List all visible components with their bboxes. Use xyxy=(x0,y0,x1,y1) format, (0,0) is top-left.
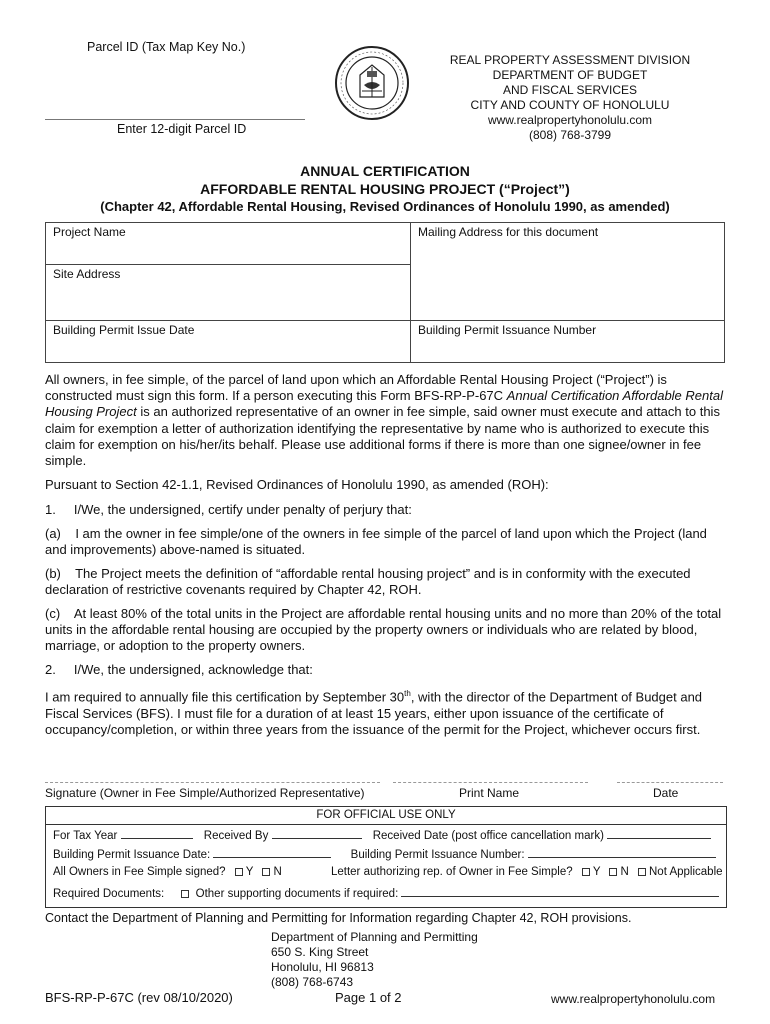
official-permit-date-label: Building Permit Issuance Date: xyxy=(53,849,211,861)
pursuant-statement: Pursuant to Section 42-1.1, Revised Ordinances of Honolulu 1990, as amended (ROH): xyxy=(45,477,549,492)
dpp-street: 650 S. King Street xyxy=(271,945,369,959)
letter-authorizing-label: Letter authorizing rep. of Owner in Fee Simple? xyxy=(330,866,573,878)
signature-label: Signature (Owner in Fee Simple/Authorized Representative) xyxy=(45,786,365,800)
yes-label: Y xyxy=(245,866,254,878)
instructions-form-title: Annual Certification Affordable Rental Housing Project xyxy=(45,388,723,420)
project-name-label: Project Name xyxy=(53,225,126,239)
yes-label: Y xyxy=(592,866,601,878)
other-documents-checkbox[interactable] xyxy=(181,890,189,898)
letter-na-checkbox[interactable] xyxy=(638,868,646,876)
footer-website-link[interactable]: www.realpropertyhonolulu.com xyxy=(551,992,716,1006)
tax-year-field[interactable] xyxy=(121,828,193,839)
page-number: Page 1 of 2 xyxy=(335,990,402,1005)
filing-text: I am required to annually file this certification by September 30 xyxy=(45,689,405,705)
form-subtitle: AFFORDABLE RENTAL HOUSING PROJECT (“Project”) xyxy=(200,181,570,197)
permit-number-label: Building Permit Issuance Number xyxy=(418,323,597,337)
acknowledge-statement: 2. I/We, the undersigned, acknowledge that: xyxy=(45,662,313,677)
parcel-id-input-line[interactable] xyxy=(45,119,305,120)
certify-item-a: (a) I am the owner in fee simple/one of the owners in fee simple of the parcel of land upon which the Project (land and improvements) above-named is situated. xyxy=(45,526,711,558)
owners-instructions xyxy=(45,372,725,469)
received-by-field[interactable] xyxy=(272,828,362,839)
all-owners-signed-label: All Owners in Fee Simple signed? xyxy=(53,866,226,878)
official-permit-number-field[interactable] xyxy=(528,847,716,858)
letter-yes-checkbox[interactable] xyxy=(582,868,590,876)
project-info-table xyxy=(45,222,725,363)
official-permit-number-label: Building Permit Issuance Number: xyxy=(350,849,525,861)
received-by-label: Received By xyxy=(203,830,269,842)
tax-year-label: For Tax Year xyxy=(53,830,118,842)
instructions-text: is an authorized representative of an owner in fee simple, said owner must execute and attach to this claim for exemption a letter of authorization identifying the representative by name who is authorized to execute this claim for exemption on his/her/its behalf. Please use additional forms if there is more than one signee/owner in fee simple. xyxy=(45,404,720,469)
other-documents-label: Other supporting documents if required: xyxy=(195,888,399,900)
agency-line: CITY AND COUNTY OF HONOLULU xyxy=(470,98,670,112)
ordinal-suffix: th xyxy=(404,689,411,698)
permit-date-field[interactable] xyxy=(46,321,411,363)
permit-number-field[interactable] xyxy=(411,321,725,363)
mailing-address-field[interactable] xyxy=(411,223,725,321)
agency-line: REAL PROPERTY ASSESSMENT DIVISION xyxy=(449,53,691,67)
date-input-line[interactable] xyxy=(617,782,723,783)
received-date-label: Received Date (post office cancellation mark) xyxy=(372,830,604,842)
project-name-field[interactable] xyxy=(46,223,411,265)
required-documents-label: Required Documents: xyxy=(53,888,165,900)
city-seal-icon xyxy=(334,45,410,121)
agency-phone: (808) 768-3799 xyxy=(528,128,612,142)
certify-item-c: (c) At least 80% of the total units in the Project are affordable rental housing units and no more than 20% of the total units in the affordable rental housing are occupied by the property owners or individuals who are related by blood, marriage, or adoption to the property owners. xyxy=(45,606,725,654)
other-documents-field[interactable] xyxy=(401,886,719,897)
parcel-id-hint: Enter 12-digit Parcel ID xyxy=(117,122,247,136)
dpp-phone: (808) 768-6743 xyxy=(271,975,354,989)
dpp-city: Honolulu, HI 96813 xyxy=(271,960,374,974)
agency-line: DEPARTMENT OF BUDGET xyxy=(492,68,648,82)
no-label: N xyxy=(273,866,282,878)
all-owners-no-checkbox[interactable] xyxy=(262,868,270,876)
dpp-name: Department of Planning and Permitting xyxy=(271,930,478,944)
signature-input-line[interactable] xyxy=(45,782,380,783)
letter-no-checkbox[interactable] xyxy=(609,868,617,876)
all-owners-yes-checkbox[interactable] xyxy=(235,868,243,876)
agency-block xyxy=(420,53,720,143)
permit-date-label: Building Permit Issue Date xyxy=(53,323,195,337)
filing-text: , with the director of the Department of Budget and Fiscal Services (BFS). I must file for a duration of at least 15 years, either upon issuance of the certificate of occupancy/completion, or within three years from the issuance of the permit for the Project, whichever occurs first. xyxy=(45,689,703,737)
instructions-text: All owners, in fee simple, of the parcel of land upon which an Affordable Rental Housing Project (“Project”) is constructed must sign this form. If a person executing this Form BFS-RP-P-67C xyxy=(45,372,667,404)
contact-instruction: Contact the Department of Planning and Permitting for Information regarding Chapter 42, ROH provisions. xyxy=(45,911,632,925)
no-label: N xyxy=(620,866,629,878)
agency-website-link[interactable]: www.realpropertyhonolulu.com xyxy=(487,113,653,127)
form-chapter-reference: (Chapter 42, Affordable Rental Housing, Revised Ordinances of Honolulu 1990, as amended) xyxy=(100,199,670,214)
mailing-address-label: Mailing Address for this document xyxy=(418,225,599,239)
form-title: ANNUAL CERTIFICATION xyxy=(300,163,470,179)
official-use-heading: FOR OFFICIAL USE ONLY xyxy=(316,809,456,821)
certify-item-b: (b) The Project meets the definition of “affordable rental housing project” and is in conformity with the executed declaration of restrictive covenants required by Chapter 42, ROH. xyxy=(45,566,695,598)
not-applicable-label: Not Applicable xyxy=(649,866,723,878)
filing-requirement xyxy=(45,686,725,738)
site-address-label: Site Address xyxy=(53,267,121,281)
date-label: Date xyxy=(653,786,679,800)
official-use-box xyxy=(45,806,727,908)
agency-line: AND FISCAL SERVICES xyxy=(502,83,638,97)
received-date-field[interactable] xyxy=(607,828,711,839)
print-name-label: Print Name xyxy=(459,786,520,800)
parcel-id-label: Parcel ID (Tax Map Key No.) xyxy=(87,40,246,54)
site-address-field[interactable] xyxy=(46,265,411,321)
form-number: BFS-RP-P-67C (rev 08/10/2020) xyxy=(45,990,233,1005)
certify-statement: 1. I/We, the undersigned, certify under penalty of perjury that: xyxy=(45,502,412,517)
dpp-address-block xyxy=(271,930,478,990)
print-name-input-line[interactable] xyxy=(393,782,588,783)
official-permit-date-field[interactable] xyxy=(213,847,331,858)
